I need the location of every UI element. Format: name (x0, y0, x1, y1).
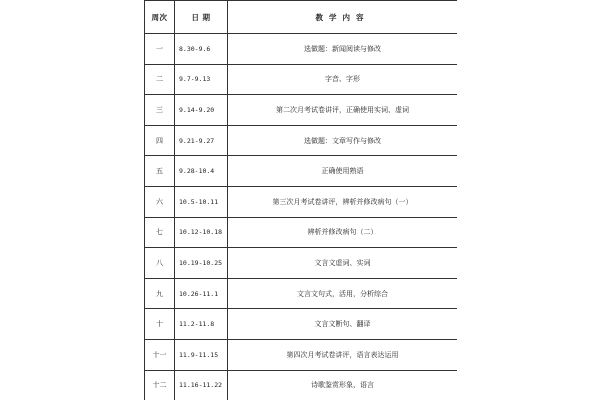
week-cell: 四 (145, 125, 175, 156)
content-cell: 第三次月考试卷讲评，辨析并修改病句（一） (228, 186, 458, 217)
week-cell: 一 (145, 34, 175, 65)
week-cell: 三 (145, 95, 175, 126)
date-cell: 10.12-10.18 (175, 217, 228, 248)
table-row (145, 125, 458, 156)
week-cell: 六 (145, 186, 175, 217)
table-row (145, 156, 458, 187)
week-cell: 十 (145, 309, 175, 340)
week-cell: 七 (145, 217, 175, 248)
header-week: 周次 (145, 1, 175, 34)
table-row (145, 309, 458, 340)
content-cell: 第二次月考试卷讲评，正确使用实词、虚词 (228, 95, 458, 126)
date-cell: 9.14-9.20 (175, 95, 228, 126)
table-row (145, 95, 458, 126)
teaching-schedule-table (144, 0, 457, 400)
content-cell: 选做题：新闻阅读与修改 (228, 34, 458, 65)
date-cell: 10.5-10.11 (175, 186, 228, 217)
content-cell: 辨析并修改病句（二） (228, 217, 458, 248)
table-row (145, 339, 458, 370)
date-cell: 11.9-11.15 (175, 339, 228, 370)
date-cell: 11.16-11.22 (175, 370, 228, 400)
week-cell: 五 (145, 156, 175, 187)
date-cell: 8.30-9.6 (175, 34, 228, 65)
week-cell: 十一 (145, 339, 175, 370)
content-cell: 正确使用熟语 (228, 156, 458, 187)
content-cell: 字音、字形 (228, 64, 458, 95)
content-cell: 选做题：文章写作与修改 (228, 125, 458, 156)
header-row (145, 1, 458, 34)
date-cell: 9.21-9.27 (175, 125, 228, 156)
week-cell: 八 (145, 248, 175, 279)
date-cell: 9.28-10.4 (175, 156, 228, 187)
table-row (145, 370, 458, 400)
week-cell: 九 (145, 278, 175, 309)
content-cell: 第四次月考试卷讲评，语言表达运用 (228, 339, 458, 370)
table-row (145, 186, 458, 217)
content-cell: 文言文虚词、实词 (228, 248, 458, 279)
content-cell: 文言文句式，活用，分析综合 (228, 278, 458, 309)
week-cell: 二 (145, 64, 175, 95)
table-row (145, 248, 458, 279)
date-cell: 10.19-10.25 (175, 248, 228, 279)
content-cell: 诗歌鉴赏形象、语言 (228, 370, 458, 400)
table-row (145, 278, 458, 309)
date-cell: 10.26-11.1 (175, 278, 228, 309)
table-row (145, 34, 458, 65)
header-date: 日 期 (175, 1, 228, 34)
header-content: 教学内容 (228, 1, 458, 34)
date-cell: 9.7-9.13 (175, 64, 228, 95)
table-row (145, 64, 458, 95)
schedule-document (144, 0, 457, 400)
week-cell: 十二 (145, 370, 175, 400)
table-row (145, 217, 458, 248)
content-cell: 文言文断句、翻译 (228, 309, 458, 340)
date-cell: 11.2-11.8 (175, 309, 228, 340)
